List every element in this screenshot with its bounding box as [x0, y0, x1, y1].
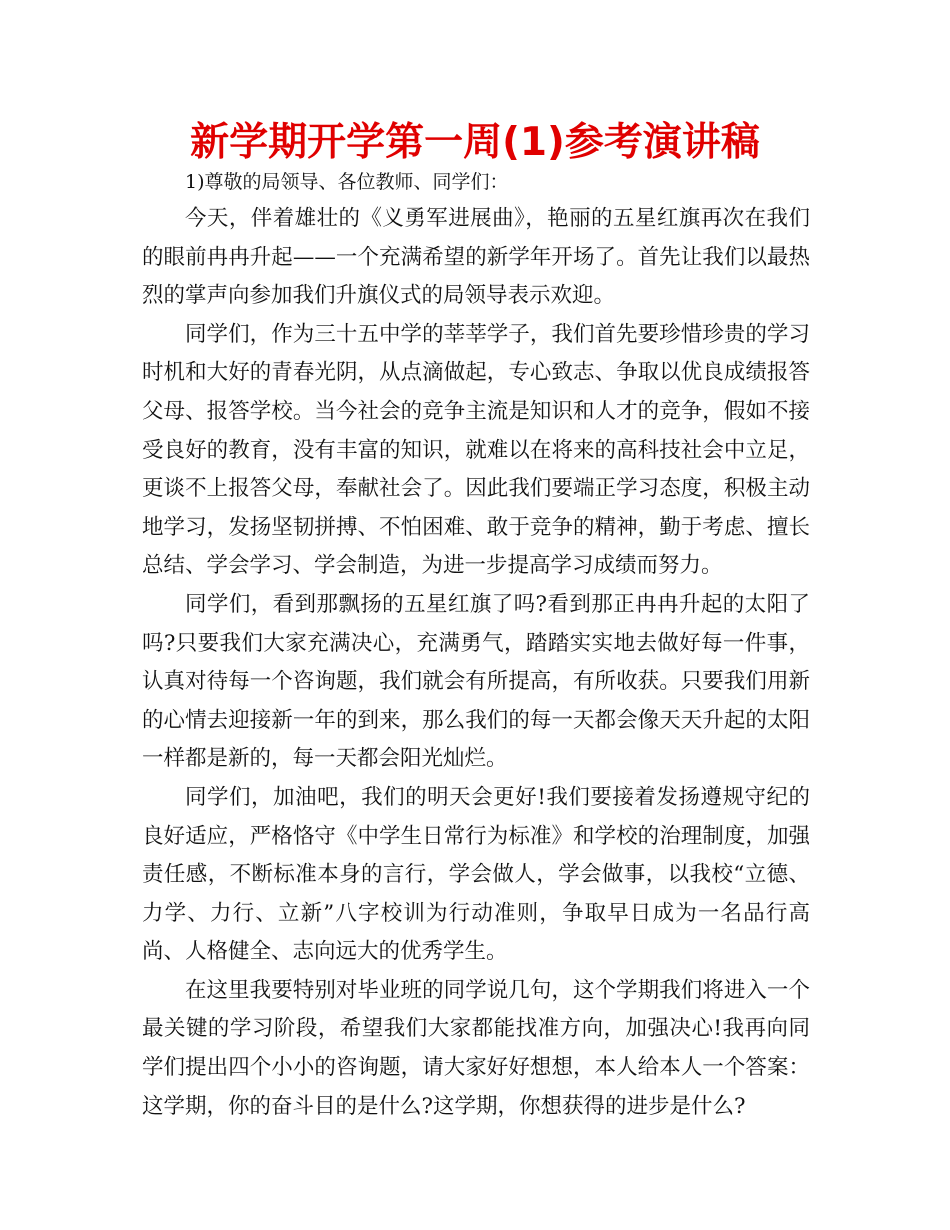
- body-paragraph: 同学们，加油吧，我们的明天会更好!我们要接着发扬遵规守纪的良好适应，严格恪守《中学生日常行为标准》和学校的治理制度，加强责任感，不断标准本身的言行，学会做人，学会做事，以我校“立德、力学、力行、立新”八字校训为行动准则，争取早日成为一名品行高尚、人格健全、志向远大的优秀学生。: [142, 784, 810, 965]
- salutation-paragraph: 1)尊敬的局领导、各位教师、同学们：: [185, 171, 509, 193]
- document-body: [142, 167, 810, 1126]
- body-paragraph: 在这里我要特别对毕业班的同学说几句，这个学期我们将进入一个最关键的学习阶段，希望我们大家都能找准方向，加强决心!我再向同学们提出四个小小的咨询题，请大家好好想想，本人给本人一个答案：这学期，你的奋斗目的是什么?这学期，你想获得的进步是什么?: [142, 977, 810, 1119]
- body-paragraph: 同学们，看到那飘扬的五星红旗了吗?看到那正冉冉升起的太阳了吗?只要我们大家充满决心，充满勇气，踏踏实实地去做好每一件事，认真对待每一个咨询题，我们就会有所提高，有所收获。只要我们用新的心情去迎接新一年的到来，那么我们的每一天都会像天天升起的太阳一样都是新的，每一天都会阳光灿烂。: [142, 591, 810, 772]
- body-paragraph: 同学们，作为三十五中学的莘莘学子，我们首先要珍惜珍贵的学习时机和大好的青春光阴，从点滴做起，专心致志、争取以优良成绩报答父母、报答学校。当今社会的竞争主流是知识和人才的竞争，假如不接受良好的教育，没有丰富的知识，就难以在将来的高科技社会中立足，更谈不上报答父母，奉献社会了。因此我们要端正学习态度，积极主动地学习，发扬坚韧拼搏、不怕困难、敢于竞争的精神，勤于考虑、擅长总结、学会学习、学会制造，为进一步提高学习成绩而努力。: [142, 321, 810, 579]
- document-title: 新学期开学第一周(1)参考演讲稿: [190, 120, 760, 165]
- body-paragraph: 今天，伴着雄壮的《义勇军进展曲》，艳丽的五星红旗再次在我们的眼前冉冉升起——一个充满希望的新学年开场了。首先让我们以最热烈的掌声向参加我们升旗仪式的局领导表示欢迎。: [142, 206, 810, 309]
